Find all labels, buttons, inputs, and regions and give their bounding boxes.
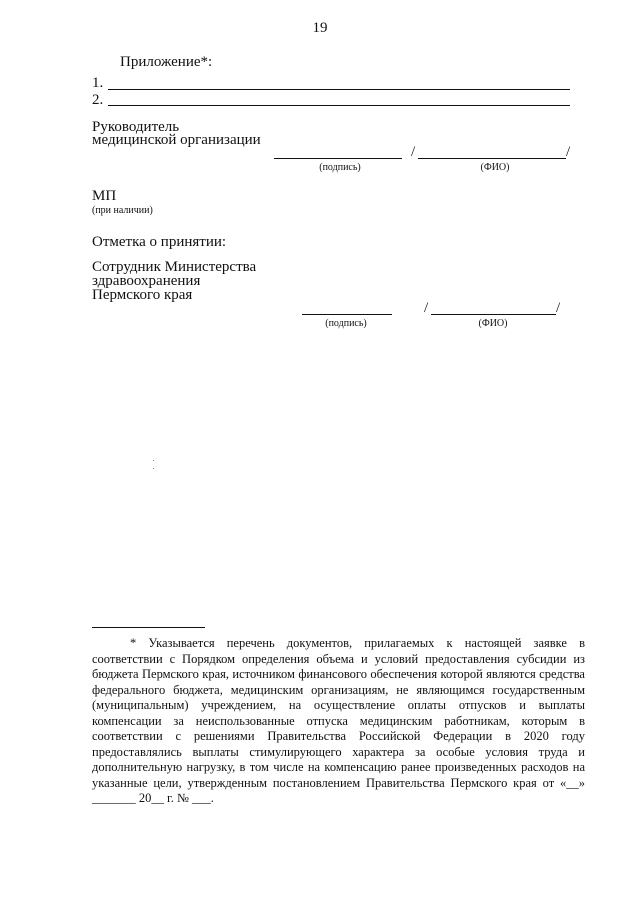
head-title-line1: Руководитель: [92, 119, 180, 135]
head-name-line[interactable]: [418, 158, 566, 159]
head-title-line2: медицинской организации: [92, 132, 261, 148]
employee-title-line3: Пермского края: [92, 287, 193, 303]
employee-name-slash-close: /: [556, 300, 561, 316]
head-signature-line[interactable]: [274, 158, 402, 159]
employee-signature-caption: (подпись): [325, 318, 367, 329]
appendix-item-2-number: 2.: [92, 92, 104, 108]
page-number: 19: [312, 20, 328, 36]
head-name-slash-close: /: [566, 144, 571, 160]
stamp-note: (при наличии): [92, 205, 153, 216]
footnote-text: * Указывается перечень документов, прилагаемых к настоящей заявке в соответствии с Порядком определения объема и условий предоставления субсидии из бюджета Пермского края, источником финансового обеспечения которой являются средства федерального бюджета, медицинским организациям, не являющимся государственным (муниципальным) учреждением, на осуществление оплаты отпусков и выплаты компенсации за неиспользованные отпуска медицинским работникам, которым в соответствии с решениями Правительства Российской Федерации в 2020 году предоставлялись выплаты стимулирующего характера за особые условия труда и дополнительную нагрузку, в том числе на компенсацию ранее произведенных расходов на указанные цели, утвержденным постановлением Правительства Пермского края от «__» _______ 20__ г. № ___.: [92, 636, 585, 805]
employee-signature-line[interactable]: [302, 314, 392, 315]
appendix-item-2-line[interactable]: [108, 105, 570, 106]
scan-speck: [153, 468, 154, 469]
footnote-separator: [92, 627, 205, 628]
appendix-item-1-number: 1.: [92, 75, 104, 91]
head-name-slash-open: /: [411, 144, 416, 160]
head-signature-caption: (подпись): [319, 162, 361, 173]
appendix-title: Приложение*:: [120, 54, 213, 70]
employee-name-line[interactable]: [431, 314, 556, 315]
scan-speck: [153, 460, 154, 461]
stamp-label: МП: [92, 188, 117, 204]
employee-name-caption: (ФИО): [478, 318, 508, 329]
head-name-caption: (ФИО): [480, 162, 510, 173]
employee-title-line2: здравоохранения: [92, 273, 201, 289]
appendix-item-1-line[interactable]: [108, 89, 570, 90]
employee-title-line1: Сотрудник Министерства: [92, 259, 257, 275]
acceptance-title: Отметка о принятии:: [92, 234, 227, 250]
employee-name-slash-open: /: [424, 300, 429, 316]
